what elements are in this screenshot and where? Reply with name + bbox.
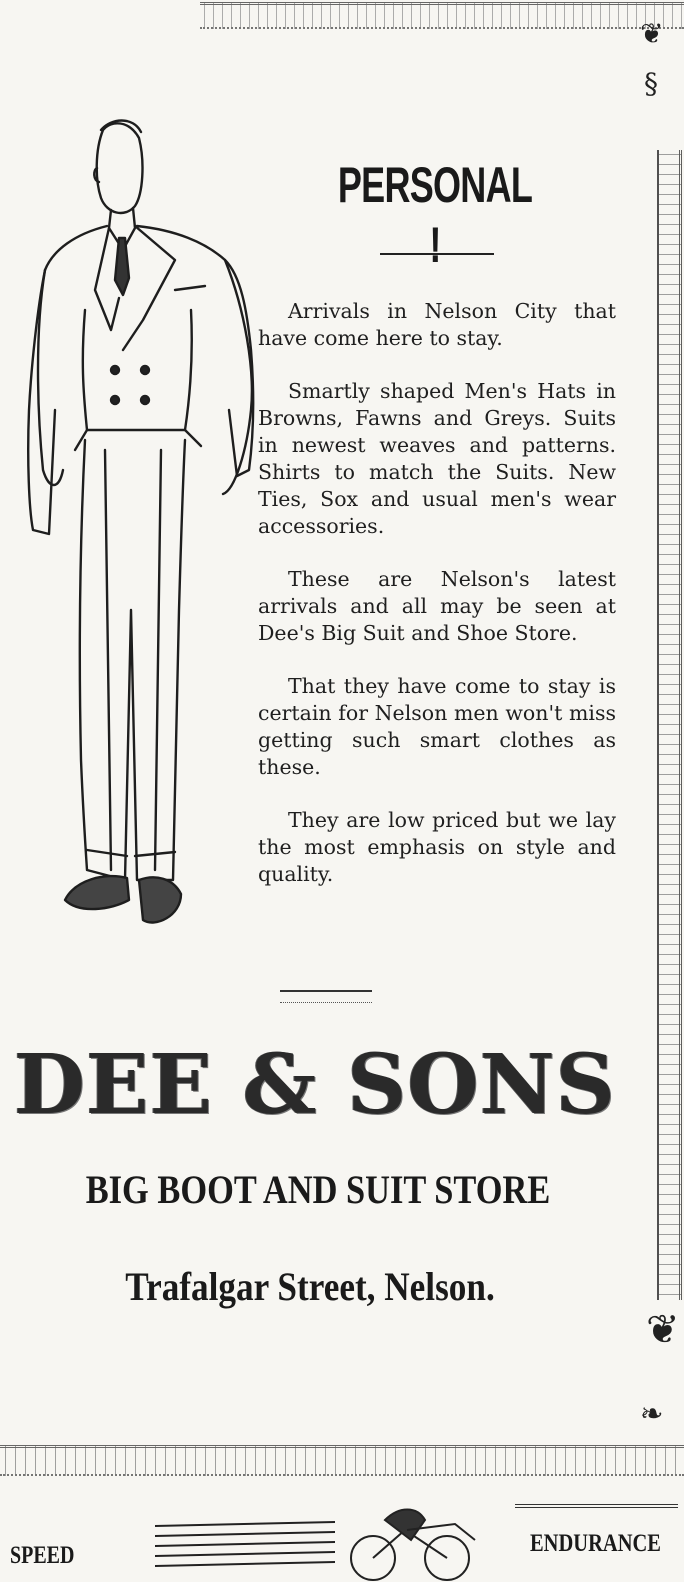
section-divider xyxy=(280,990,372,1003)
adjacent-advert-rule xyxy=(515,1504,678,1508)
adjacent-advert xyxy=(0,1490,684,1582)
body-paragraph: Arrivals in Nelson City that have come here to stay. xyxy=(258,299,616,350)
corner-ornament-icon: ❦ xyxy=(646,1307,680,1353)
body-paragraph: Smartly shaped Men's Hats in Browns, Fawns and Greys. Suits in newest weaves and patterns. Shirts to match the Suits. New Ties, Sox and usual men's wear accessories. xyxy=(258,379,616,538)
corner-ornament-icon: § xyxy=(644,67,658,100)
store-name: DEE & SONS xyxy=(13,1037,617,1133)
body-paragraph: These are Nelson's latest arrivals and all may be seen at Dee's Big Suit and Shoe Store. xyxy=(258,567,616,645)
body-paragraph: They are low priced but we lay the most emphasis on style and quality. xyxy=(258,808,616,886)
store-subtitle: BIG BOOT AND SUIT STORE xyxy=(85,1167,551,1212)
motorcycle-race-illustration xyxy=(155,1500,495,1582)
man-in-suit-illustration xyxy=(15,110,265,940)
adjacent-advert-left-label: SPEED xyxy=(10,1542,75,1569)
headline-divider xyxy=(380,253,494,255)
advert-body xyxy=(258,298,616,914)
body-paragraph: That they have come to stay is certain for Nelson men won't miss getting such smart clothes as these. xyxy=(258,674,616,779)
right-ornamental-border xyxy=(657,150,682,1300)
adjacent-advert-right-label: ENDURANCE xyxy=(530,1530,661,1557)
advert-headline: PERSONAL ! xyxy=(337,157,533,273)
store-address: Trafalgar Street, Nelson. xyxy=(125,1264,495,1309)
corner-ornament-icon: ❧ xyxy=(640,1397,664,1430)
corner-ornament-icon: ❦ xyxy=(640,17,664,50)
top-ornamental-border xyxy=(200,2,684,29)
bottom-ornamental-border xyxy=(0,1445,684,1476)
